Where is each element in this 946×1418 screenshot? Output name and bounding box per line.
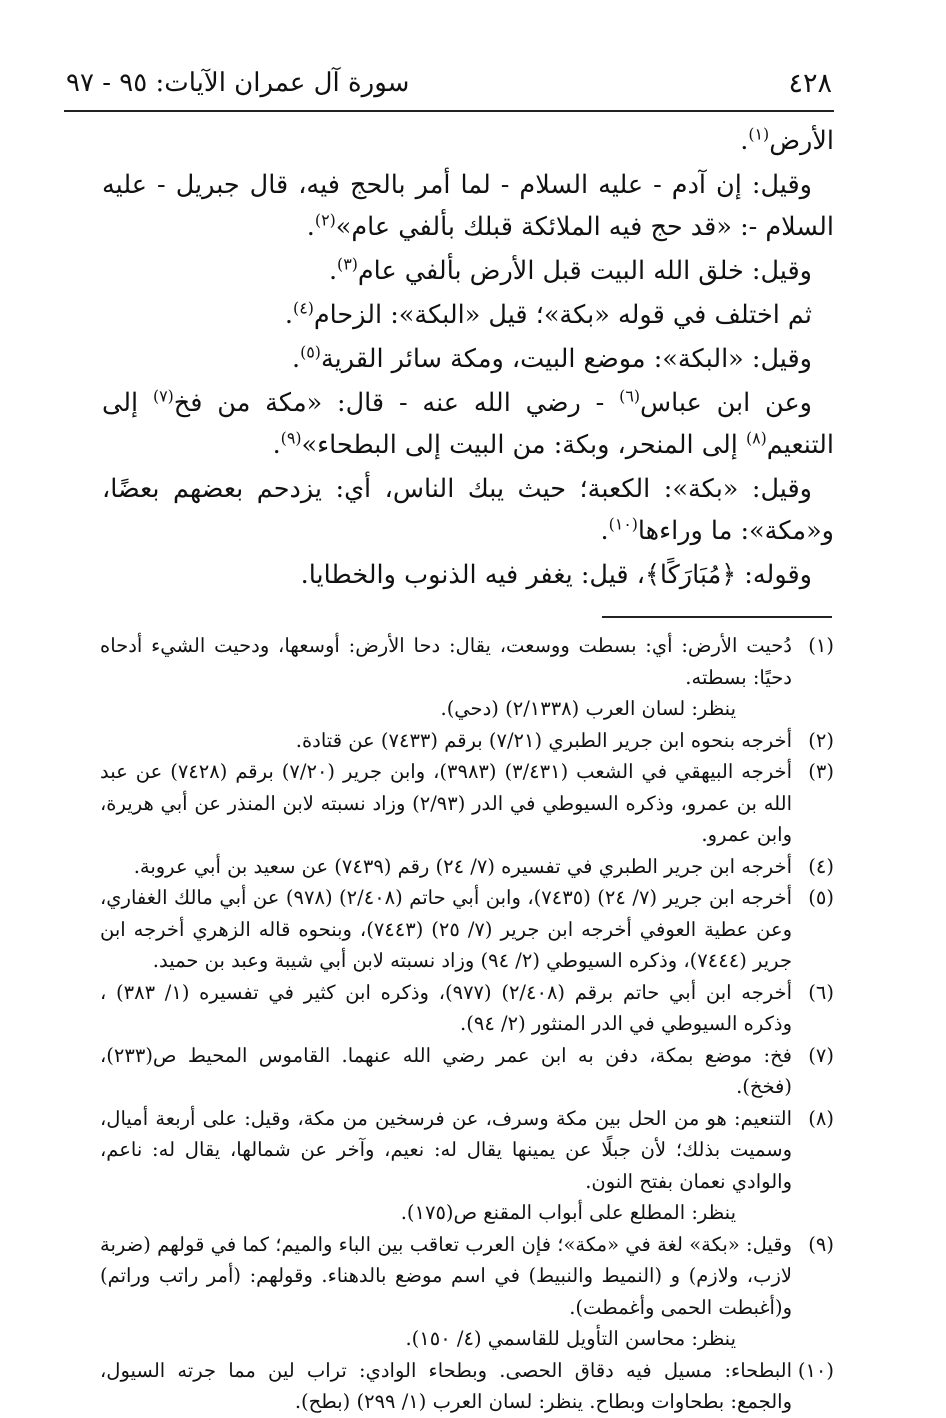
paragraph: وقوله: ﴿مُبَارَكًا﴾، قيل: يغفر فيه الذنوب والخطايا. bbox=[300, 560, 812, 590]
footnote-number: (٥) bbox=[808, 886, 834, 909]
footnote-reference: ينظر: المطلع على أبواب المقنع ص(١٧٥). bbox=[400, 1201, 736, 1224]
footnote-number: (٢) bbox=[808, 728, 834, 752]
footnote-ref[interactable]: (١٠) bbox=[608, 514, 638, 534]
footnote-6 bbox=[100, 977, 834, 1040]
footnote-text: فخ: موضع بمكة، دفن به ابن عمر رضي الله عنهما. القاموس المحيط ص(٢٣٣)، (فخخ). bbox=[100, 1043, 792, 1098]
footnote-ref[interactable]: (٧) bbox=[152, 386, 174, 406]
paragraph: وقيل: «البكة»: موضع البيت، ومكة سائر القرية$^{(٥)}$. bbox=[292, 342, 812, 374]
footnote-ref[interactable]: (٥) bbox=[300, 342, 321, 362]
footnote-number: (٨) bbox=[808, 1106, 834, 1130]
footnote-number: (١٠) bbox=[797, 1358, 834, 1382]
footnote-number: (٦) bbox=[808, 980, 834, 1004]
footnote-ref[interactable]: (٩) bbox=[280, 428, 302, 448]
paragraph: وقيل: خلق الله البيت قبل الأرض بألفي عام$^{(٣)}$. bbox=[328, 254, 812, 286]
footnote-number: (٤) bbox=[808, 854, 834, 878]
page-number: ٤٢٨ bbox=[788, 68, 832, 99]
footnote-number: (٧) bbox=[808, 1043, 834, 1067]
footnote-ref[interactable]: (٦) bbox=[619, 386, 640, 406]
footnote-text: أخرجه ابن أبي حاتم برقم (٢/٤٠٨) (٩٧٧)، وذكره ابن كثير في تفسيره (١/ ٣٨٣) ، وذكره السيوطي في الدر المنثور (٢/ ٩٤). bbox=[100, 980, 793, 1035]
footnote-number: (١) bbox=[808, 634, 834, 657]
footnote-9 bbox=[100, 1229, 834, 1355]
footnote-text: التنعيم: هو من الحل بين مكة وسرف، عن فرسخين من مكة، وقيل: على أربعة أميال، وسميت بذلك؛ لأن جبلًا عن يمينها يقال له: نعيم، وآخر عن شمالها، يقال له: ناعم، والوادي نعمان بفتح النون. bbox=[100, 1106, 792, 1193]
footnote-separator bbox=[602, 616, 832, 618]
paragraph: الأرض$^{(١)}$. bbox=[740, 124, 834, 156]
footnote-number: (٩) bbox=[808, 1232, 834, 1256]
footnote-text: أخرجه ابن جرير (٧/ ٢٤) (٧٤٣٥)، وابن أبي حاتم (٢/٤٠٨) (٩٧٨) عن أبي مالك الغفاري، وعن عطية العوفي أخرجه ابن جرير (٧/ ٢٥) (٧٤٤٣)، وبنحوه قاله الزهري أخرجه ابن جرير (٧٤٤٤)، وذكره السيوطي (٢/ ٩٤) وزاد نسبته لابن أبي شيبة وعبد بن حميد. bbox=[100, 886, 792, 972]
footnote-number: (٣) bbox=[808, 760, 834, 783]
footnote-ref[interactable]: (٢) bbox=[314, 210, 336, 230]
footnote-ref[interactable]: (٤) bbox=[293, 298, 314, 318]
paragraph: وعن ابن عباس$^{(٦)}$ - رضي الله عنه - قال: «مكة من فخ$^{(٧)}$ إلى التنعيم$^{(٨)}$ إلى المنحر، وبكة: من البيت إلى البطحاء»$^{(٩)}$. bbox=[102, 386, 834, 460]
footnote-1 bbox=[100, 630, 834, 725]
footnote-text: أخرجه بنحوه ابن جرير الطبري (٧/٢١) برقم (٧٤٣٣) عن قتادة. bbox=[295, 728, 792, 752]
footnote-4 bbox=[100, 851, 834, 883]
footnote-3 bbox=[100, 756, 834, 851]
footnote-ref[interactable]: (٨) bbox=[745, 428, 767, 448]
footnote-8 bbox=[100, 1103, 834, 1229]
footnote-text: وقيل: «بكة» لغة في «مكة»؛ فإن العرب تعاقب بين الباء والميم؛ كما في قولهم (ضربة لازب، ولازم) و (النميط والنبيط) في اسم موضع بالدهناء. وقولهم: (أمر راتب وراتم) و(أغبطت الحمى وأغمطت). bbox=[100, 1232, 792, 1319]
running-title: سورة آل عمران الآيات: ٩٥ - ٩٧ bbox=[66, 68, 410, 98]
footnotes bbox=[100, 630, 834, 1418]
footnote-5 bbox=[100, 882, 834, 977]
footnote-ref[interactable]: (١) bbox=[748, 124, 770, 144]
footnote-text: دُحيت الأرض: أي: بسطت ووسعت، يقال: دحا الأرض: أوسعها، ودحيت الشيء أدحاه دحيًا: بسطته. bbox=[100, 634, 792, 689]
footnote-reference: ينظر: محاسن التأويل للقاسمي (٤/ ١٥٠). bbox=[405, 1327, 736, 1350]
page-header bbox=[64, 60, 834, 112]
footnote-text: أخرجه ابن جرير الطبري في تفسيره (٧/ ٢٤) رقم (٧٤٣٩) عن سعيد بن أبي عروبة. bbox=[133, 854, 792, 878]
footnote-text: أخرجه البيهقي في الشعب (٣/٤٣١) (٣٩٨٣)، وابن جرير (٧/٢٠) برقم (٧٤٢٨) عن عبد الله بن عمرو، وذكره السيوطي في الدر (٢/٩٣) وزاد نسبته لابن المنذر عن أبي هريرة، وابن عمرو. bbox=[100, 760, 792, 846]
paragraph: ثم اختلف في قوله «بكة»؛ قيل «البكة»: الزحام$^{(٤)}$. bbox=[284, 298, 812, 330]
footnote-10 bbox=[100, 1355, 834, 1418]
paragraph: وقيل: «بكة»: الكعبة؛ حيث يبك الناس، أي: يزدحم بعضهم بعضًا، و«مكة»: ما وراءها$^{(١٠)}$. bbox=[102, 474, 834, 546]
footnote-ref[interactable]: (٣) bbox=[337, 254, 358, 274]
footnote-reference: ينظر: لسان العرب (٢/١٣٣٨) (دحي). bbox=[440, 697, 736, 720]
footnote-7 bbox=[100, 1040, 834, 1103]
main-text bbox=[102, 120, 834, 598]
footnote-2 bbox=[100, 725, 834, 757]
paragraph: وقيل: إن آدم - عليه السلام - لما أمر بالحج فيه، قال جبريل - عليه السلام -: «قد حج فيه الملائكة قبلك بألفي عام»$^{(٢)}$. bbox=[102, 170, 834, 242]
footnote-text: البطحاء: مسيل فيه دقاق الحصى. وبطحاء الوادي: تراب لين مما جرته السيول، والجمع: بطحاوات وبطاح. ينظر: لسان العرب (١/ ٢٩٩) (بطح). bbox=[100, 1358, 792, 1413]
